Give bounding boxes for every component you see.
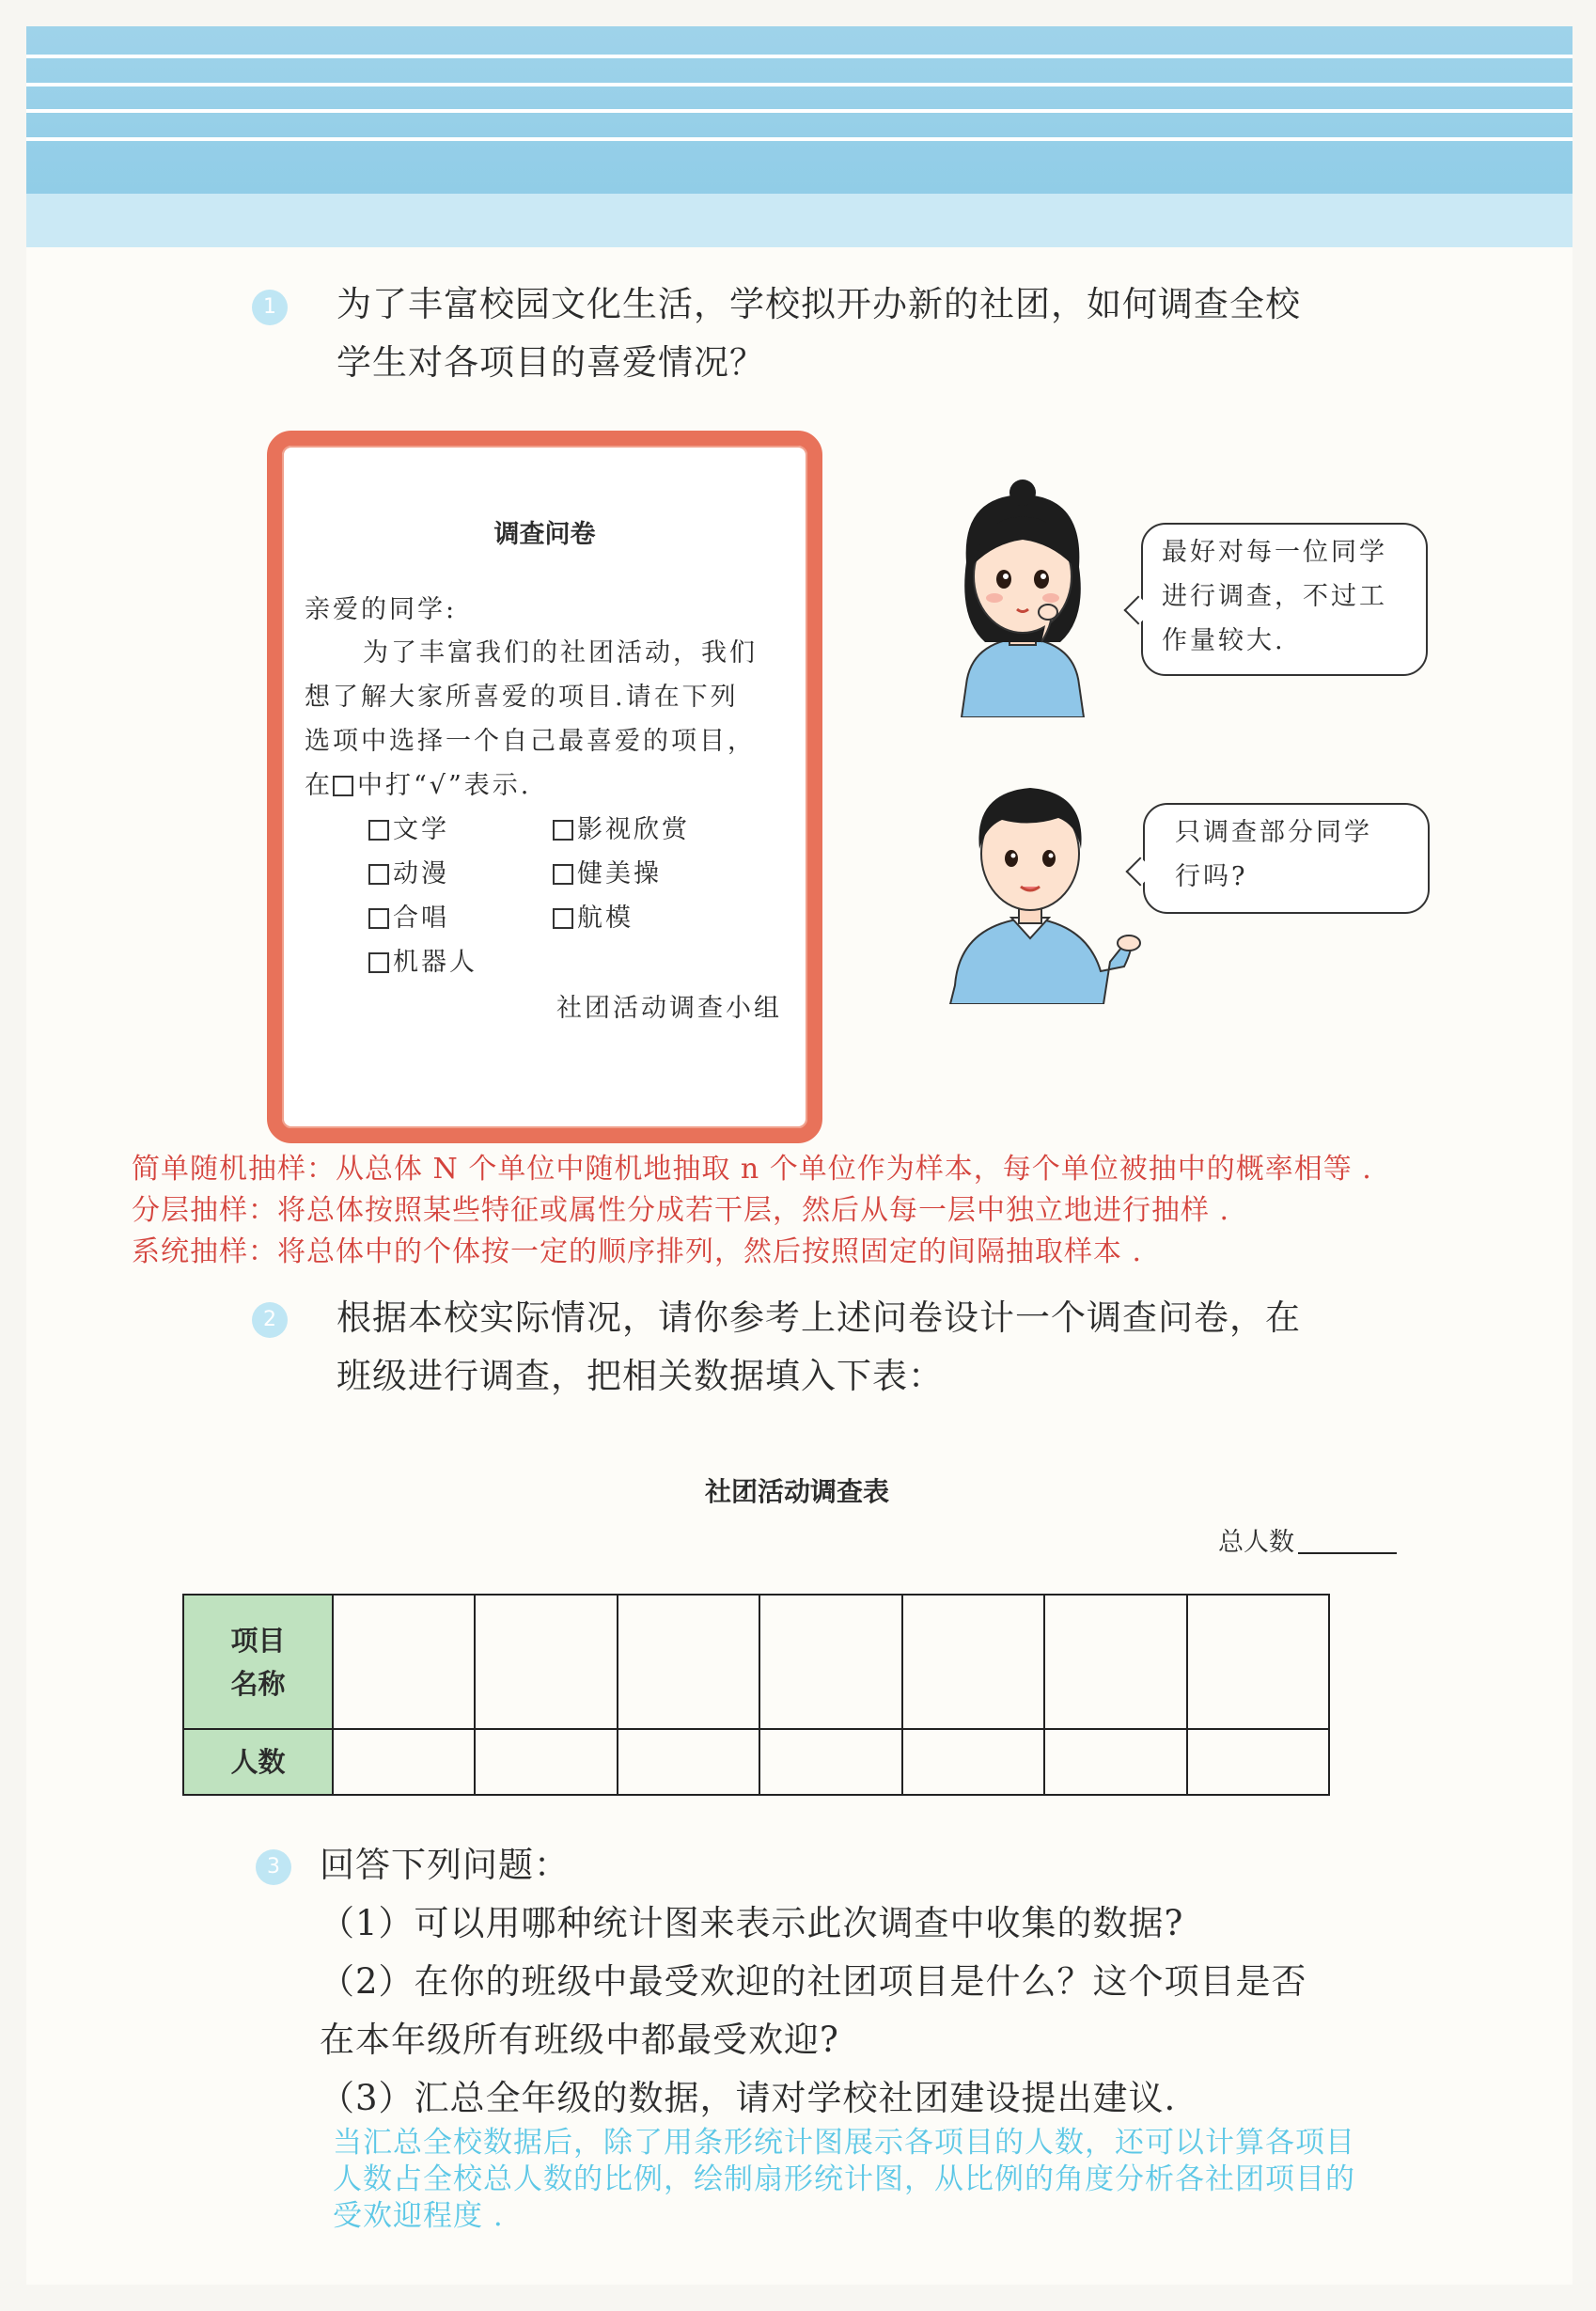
girl-speech-bubble: 最好对每一位同学 进行调查，不过工 作量较大. [1141,523,1428,676]
instruction-suffix: 中打“√”表示. [357,771,532,800]
section-3-intro: 回答下列问题： [320,1845,570,1885]
section-3-badge: 3 [256,1849,291,1885]
boy-speech-bubble: 只调查部分同学 行吗? [1143,803,1430,914]
textbook-page [26,26,1573,2285]
option-robot[interactable]: 机器人 [368,941,477,978]
section-1-text-line2: 学生对各项目的喜爱情况？ [336,342,765,383]
table-cell[interactable] [475,1595,617,1729]
table-cell[interactable] [902,1729,1044,1795]
option-model-aircraft[interactable]: 航模 [553,897,634,934]
checkbox-icon[interactable] [553,908,573,929]
section-3-note-line3: 受欢迎程度 . [333,2199,504,2233]
definition-stratified: 分层抽样：将总体按照某些特征或属性分成若干层，然后从每一层中独立地进行抽样 . [132,1194,1230,1227]
questionnaire-instruction [305,764,531,801]
table-cell[interactable] [759,1595,901,1729]
option-aerobics[interactable]: 健美操 [553,853,662,889]
section-3-question-1: （1）可以用哪种统计图来表示此次调查中收集的数据? [320,1903,1184,1943]
questionnaire-signature: 社团活动调查小组 [556,994,782,1023]
table-cell[interactable] [759,1729,901,1795]
questionnaire-title: 调查问卷 [493,520,596,549]
table-cell[interactable] [618,1729,759,1795]
option-literature[interactable]: 文学 [368,809,449,845]
girl-illustration [929,478,1117,717]
checkbox-icon[interactable] [368,864,389,885]
row-header-project-name: 项目 名称 [183,1595,333,1729]
row-header-count: 人数 [183,1729,333,1795]
boy-illustration [936,750,1143,1004]
survey-table-title: 社团活动调查表 [704,1476,889,1507]
table-cell[interactable] [475,1729,617,1795]
definition-simple-random: 简单随机抽样：从总体 N 个单位中随机地抽取 n 个单位作为样本，每个单位被抽中的概率相等 . [132,1153,1372,1186]
section-1-text-line1: 为了丰富校园文化生活，学校拟开办新的社团，如何调查全校 [336,284,1301,324]
table-cell[interactable] [1044,1729,1186,1795]
survey-table [182,1594,1330,1796]
table-cell[interactable] [618,1595,759,1729]
total-count-label: 总人数 [1218,1528,1294,1557]
checkbox-icon[interactable] [553,864,573,885]
section-2-text-line1: 根据本校实际情况，请你参考上述问卷设计一个调查问卷，在 [336,1297,1301,1338]
checkbox-icon [333,776,353,796]
section-3-note-line1: 当汇总全校数据后，除了用条形统计图展示各项目的人数，还可以计算各项目 [333,2126,1355,2160]
section-3-question-2-line2: 在本年级所有班级中都最受欢迎? [320,2020,839,2060]
section-2-badge: 2 [252,1302,288,1338]
table-row [183,1729,1329,1795]
checkbox-icon[interactable] [368,908,389,929]
section-3-question-3: （3）汇总全年级的数据，请对学校社团建设提出建议. [320,2078,1177,2118]
table-cell[interactable] [1044,1595,1186,1729]
option-anime[interactable]: 动漫 [368,853,449,889]
questionnaire-body-line1: 为了丰富我们的社团活动，我们 [363,638,758,668]
questionnaire-body-line2: 想了解大家所喜爱的项目.请在下列 [305,683,739,712]
section-2-text-line2: 班级进行调查，把相关数据填入下表： [336,1356,944,1396]
checkbox-icon[interactable] [368,952,389,973]
table-cell[interactable] [1187,1595,1329,1729]
table-row [183,1595,1329,1729]
total-count-field[interactable] [1218,1521,1397,1558]
total-count-blank[interactable] [1298,1526,1397,1554]
instruction-prefix: 在 [305,771,333,800]
table-cell[interactable] [333,1729,475,1795]
bubble-tail [1123,595,1152,624]
header-band [26,26,1573,247]
questionnaire-card [267,431,822,1143]
option-film[interactable]: 影视欣赏 [553,809,690,845]
questionnaire-greeting: 亲爱的同学: [305,595,458,624]
checkbox-icon[interactable] [368,820,389,841]
option-chorus[interactable]: 合唱 [368,897,449,934]
checkbox-icon[interactable] [553,820,573,841]
table-cell[interactable] [333,1595,475,1729]
table-cell[interactable] [902,1595,1044,1729]
questionnaire-body-line3: 选项中选择一个自己最喜爱的项目， [305,727,756,756]
section-1-badge: 1 [252,290,288,325]
section-3-note-line2: 人数占全校总人数的比例，绘制扇形统计图，从比例的角度分析各社团项目的 [333,2162,1355,2196]
table-cell[interactable] [1187,1729,1329,1795]
definition-systematic: 系统抽样：将总体中的个体按一定的顺序排列，然后按照固定的间隔抽取样本 . [132,1235,1143,1268]
section-3-question-2-line1: （2）在你的班级中最受欢迎的社团项目是什么？这个项目是否 [320,1961,1307,2002]
